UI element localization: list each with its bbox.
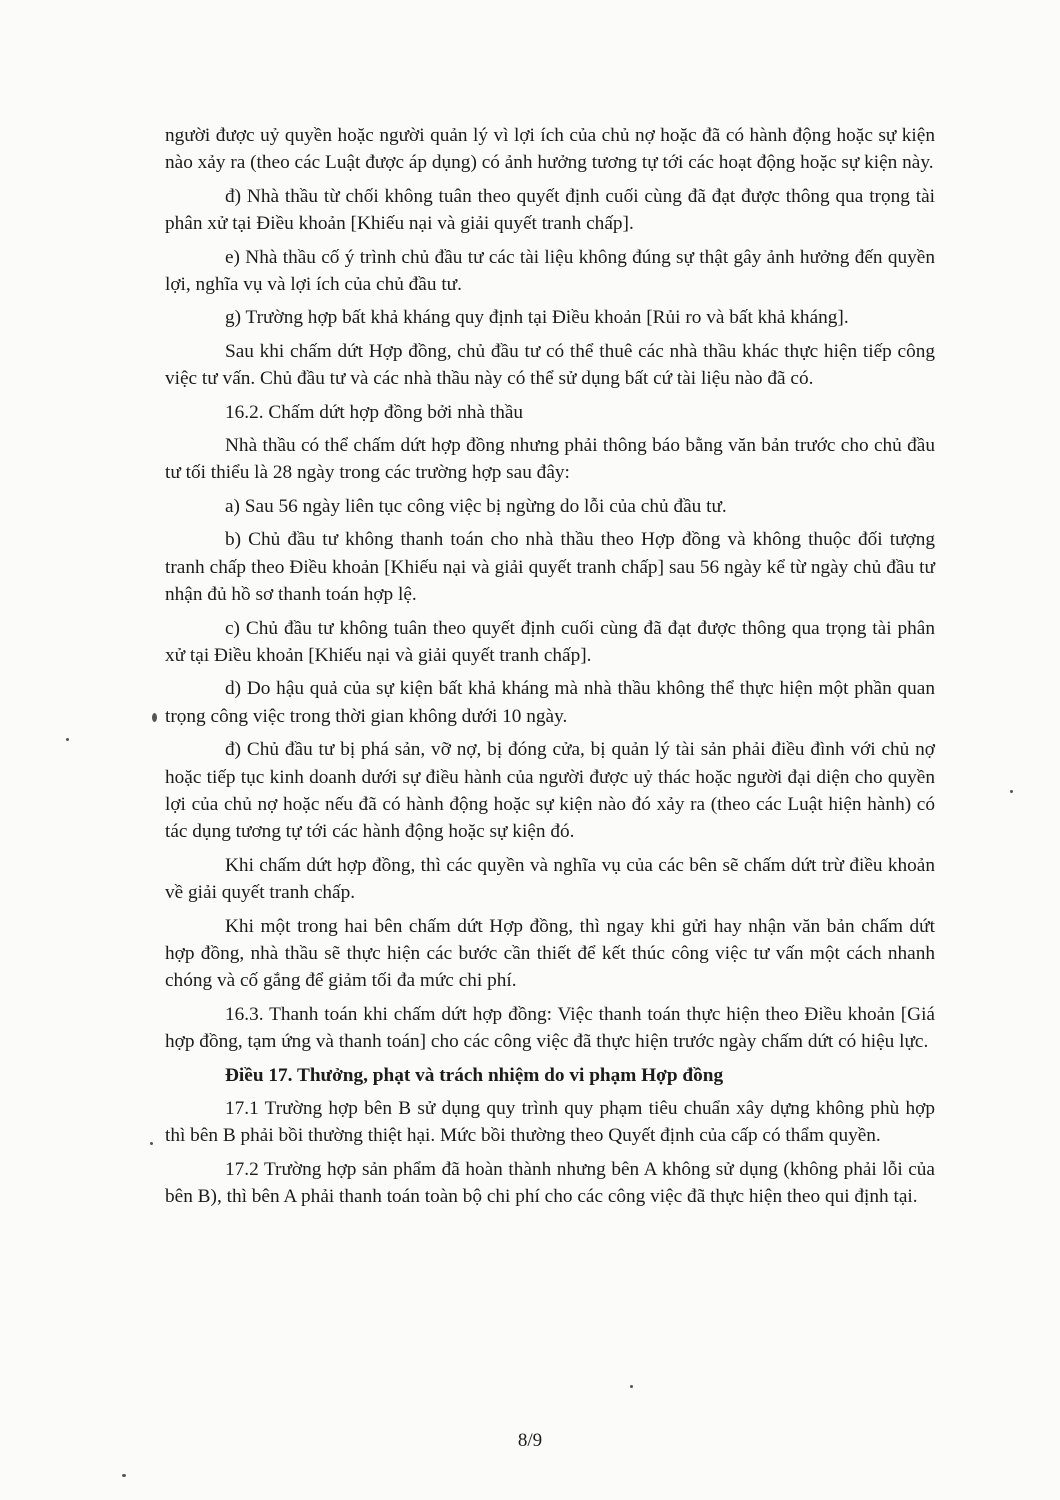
scan-speck xyxy=(122,1474,126,1477)
paragraph-item-dd-2: đ) Chủ đầu tư bị phá sản, vỡ nợ, bị đóng cửa, bị quản lý tài sản phải điều đình với chủ nợ hoặc tiếp tục kinh doanh dưới sự điều hành của người được uỷ thác hoặc người đại diện cho quyền lợi của chủ nợ hoặc nếu đã có hành động hoặc sự kiện nào đó xảy ra (theo các Luật hiện hành) có tác dụng tương tự tới các hành động hoặc sự kiện đó. xyxy=(165,739,935,843)
paragraph-item-a: a) Sau 56 ngày liên tục công việc bị ngừng do lỗi của chủ đầu tư. xyxy=(225,495,727,517)
paragraph-16-2-intro: Nhà thầu có thể chấm dứt hợp đồng nhưng phải thông báo bằng văn bản trước cho chủ đầu tư tối thiểu là 28 ngày trong các trường hợp sau đây: xyxy=(165,435,935,484)
page-number: 8/9 xyxy=(517,1430,543,1451)
paragraph-item-b: b) Chủ đầu tư không thanh toán cho nhà thầu theo Hợp đồng và không thuộc đối tượng tranh chấp theo Điều khoản [Khiếu nại và giải quyết tranh chấp] sau 56 ngày kể từ ngày chủ đầu tư nhận đủ hồ sơ thanh toán hợp lệ. xyxy=(165,529,935,606)
paragraph-continuation: người được uỷ quyền hoặc người quản lý vì lợi ích của chủ nợ hoặc đã có hành động hoặc sự kiện nào xảy ra (theo các Luật được áp dụng) có ảnh hưởng tương tự tới các hoạt động hoặc sự kiện này. xyxy=(165,125,935,174)
section-16-3: 16.3. Thanh toán khi chấm dứt hợp đồng: Việc thanh toán thực hiện theo Điều khoản [Giá hợp đồng, tạm ứng và thanh toán] cho các công việc đã thực hiện trước ngày chấm dứt có hiệu lực. xyxy=(165,1003,935,1053)
paragraph-item-d: d) Do hậu quả của sự kiện bất khả kháng mà nhà thầu không thể thực hiện một phần quan trọng công việc trong thời gian không dưới 10 ngày. xyxy=(165,678,935,727)
scan-speck xyxy=(150,1142,153,1145)
scan-speck xyxy=(66,738,69,741)
paragraph-17-2: 17.2 Trường hợp sản phẩm đã hoàn thành nhưng bên A không sử dụng (không phải lỗi của bên B), thì bên A phải thanh toán toàn bộ chi phí cho các công việc đã thực hiện theo qui định tại. xyxy=(165,1158,935,1208)
paragraph-item-dd: đ) Nhà thầu từ chối không tuân theo quyết định cuối cùng đã đạt được thông qua trọng tài phân xử tại Điều khoản [Khiếu nại và giải quyết tranh chấp]. xyxy=(165,185,935,235)
paragraph-item-g: g) Trường hợp bất khả kháng quy định tại Điều khoản [Rủi ro và bất khả kháng]. xyxy=(225,307,849,329)
paragraph-termination-steps: Khi một trong hai bên chấm dứt Hợp đồng, thì ngay khi gửi hay nhận văn bản chấm dứt hợp đồng, nhà thầu sẽ thực hiện các bước cần thiết để kết thúc công việc tư vấn một cách nhanh chóng và cố gắng để giảm tối đa mức chi phí. xyxy=(165,915,935,992)
paragraph-item-c: c) Chủ đầu tư không tuân theo quyết định cuối cùng đã đạt được thông qua trọng tài phân xử tại Điều khoản [Khiếu nại và giải quyết tranh chấp]. xyxy=(165,617,935,666)
scan-speck xyxy=(630,1385,633,1388)
paragraph-rights-end: Khi chấm dứt hợp đồng, thì các quyền và nghĩa vụ của các bên sẽ chấm dứt trừ điều khoản về giải quyết tranh chấp. xyxy=(165,854,935,904)
paragraph-item-e: e) Nhà thầu cố ý trình chủ đầu tư các tài liệu không đúng sự thật gây ảnh hưởng đến quyền lợi, nghĩa vụ và lợi ích của chủ đầu tư. xyxy=(165,246,935,296)
article-17-heading: Điều 17. Thưởng, phạt và trách nhiệm do vi phạm Hợp đồng xyxy=(225,1064,724,1086)
scan-speck xyxy=(152,713,157,722)
section-16-2-title: 16.2. Chấm dứt hợp đồng bởi nhà thầu xyxy=(225,401,524,423)
scan-speck xyxy=(1010,790,1013,793)
document-body xyxy=(165,122,935,1217)
paragraph-after-termination: Sau khi chấm dứt Hợp đồng, chủ đầu tư có thể thuê các nhà thầu khác thực hiện tiếp công việc tư vấn. Chủ đầu tư và các nhà thầu này có thể sử dụng bất cứ tài liệu nào đã có. xyxy=(165,340,935,390)
paragraph-17-1: 17.1 Trường hợp bên B sử dụng quy trình quy phạm tiêu chuẩn xây dựng không phù hợp thì bên B phải bồi thường thiệt hại. Mức bồi thường theo Quyết định của cấp có thẩm quyền. xyxy=(165,1098,935,1147)
